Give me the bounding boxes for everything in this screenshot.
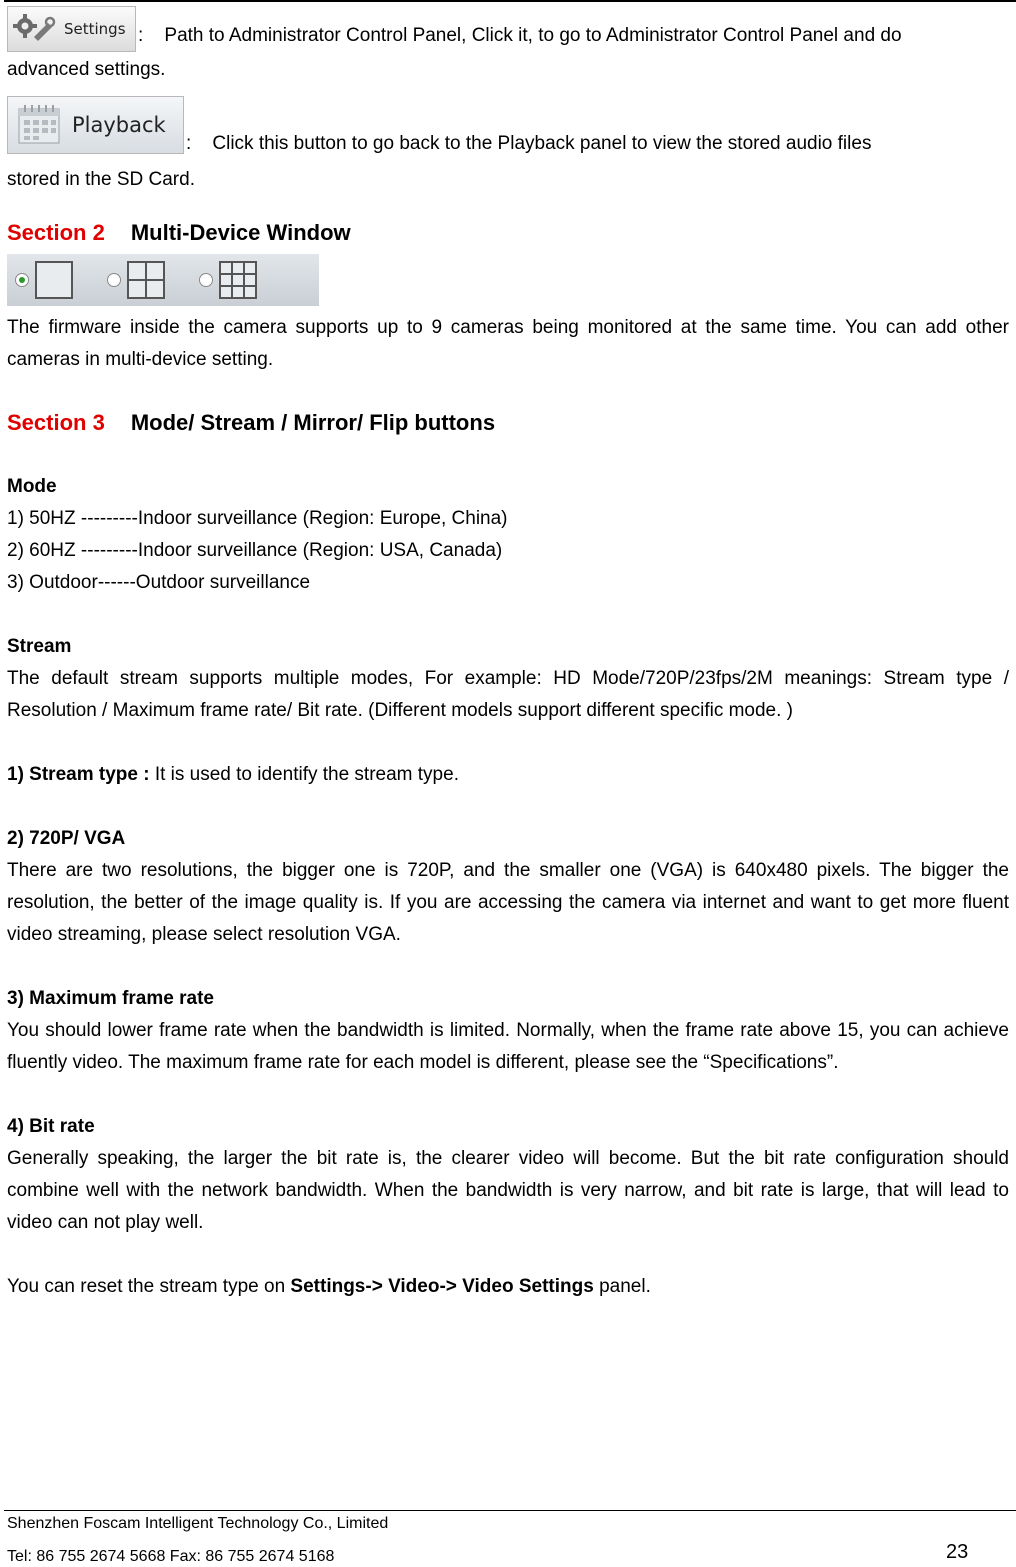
nine-view-icon bbox=[219, 261, 257, 299]
radio-selected-icon[interactable] bbox=[15, 273, 29, 287]
stream-type-paragraph bbox=[7, 759, 1009, 791]
radio-icon[interactable] bbox=[107, 273, 121, 287]
mode-item: 1) 50HZ ---------Indoor surveillance (Region: Europe, China) bbox=[7, 508, 508, 529]
playback-description: : Click this button to go back to the Playback panel to view the stored audio files bbox=[186, 133, 872, 154]
frame-rate-text: You should lower frame rate when the bandwidth is limited. Normally, when the frame rate above 15, you can achieve fluently video. The maximum frame rate for each model is different, please see the “Specifications”. bbox=[7, 1020, 1009, 1073]
playback-description-cont: stored in the SD Card. bbox=[7, 169, 195, 190]
resolution-heading: 2) 720P/ VGA bbox=[7, 828, 126, 849]
frame-rate-heading: 3) Maximum frame rate bbox=[7, 988, 214, 1009]
footer-contact: Tel: 86 755 2674 5668 Fax: 86 755 2674 5168 bbox=[7, 1548, 335, 1565]
section-3-heading bbox=[7, 408, 1009, 438]
reset-paragraph bbox=[7, 1271, 1009, 1303]
reset-text-post: panel. bbox=[593, 1276, 651, 1297]
stream-heading: Stream bbox=[7, 636, 72, 657]
bit-rate-text: Generally speaking, the larger the bit rate is, the clearer video will become. But the bit rate configuration should combine well with the network bandwidth. When the bandwidth is very narrow, and bit rate is large, that will lead to video can not play well. bbox=[7, 1148, 1009, 1233]
resolution-text: There are two resolutions, the bigger one is 720P, and the smaller one (VGA) is 640x480 pixels. The bigger the resolution, the better of the image quality is. If you are accessing the camera via internet and want to get more fluent video streaming, please select resolution VGA. bbox=[7, 860, 1009, 945]
bit-rate-heading: 4) Bit rate bbox=[7, 1116, 95, 1137]
reset-text-pre: You can reset the stream type on bbox=[7, 1276, 291, 1297]
section-2-body: The firmware inside the camera supports up to 9 cameras being monitored at the same time. You can add other cameras in multi-device setting. bbox=[7, 317, 1009, 370]
radio-icon[interactable] bbox=[199, 273, 213, 287]
settings-row bbox=[7, 6, 1009, 52]
section-3-title: Mode/ Stream / Mirror/ Flip buttons bbox=[130, 410, 496, 435]
page-number: 23 bbox=[946, 1541, 969, 1563]
settings-button-label: Settings bbox=[64, 20, 126, 38]
section-3-number: Section 3 bbox=[7, 410, 105, 435]
settings-description: : Path to Administrator Control Panel, Click it, to go to Administrator Control Panel and do bbox=[138, 25, 902, 46]
playback-row bbox=[7, 96, 1009, 154]
stream-type-label: 1) Stream type : bbox=[7, 764, 150, 785]
stream-intro: The default stream supports multiple modes, For example: HD Mode/720P/23fps/2M meanings: Stream type / Resolution / Maximum frame rate/ Bit rate. (Different models support different specific mode. ) bbox=[7, 668, 1009, 721]
mode-item: 2) 60HZ ---------Indoor surveillance (Region: USA, Canada) bbox=[7, 540, 503, 561]
playback-button-label: Playback bbox=[72, 113, 166, 137]
stream-type-text: It is used to identify the stream type. bbox=[149, 764, 459, 785]
settings-description-cont: advanced settings. bbox=[7, 59, 166, 80]
page-content bbox=[7, 6, 1009, 1303]
top-rule bbox=[4, 0, 1016, 2]
multi-device-layout-bar bbox=[7, 254, 319, 306]
quad-view-icon bbox=[127, 261, 165, 299]
footer-company: Shenzhen Foscam Intelligent Technology Co., Limited bbox=[7, 1515, 389, 1532]
footer-rule bbox=[4, 1510, 1016, 1511]
mode-item: 3) Outdoor------Outdoor surveillance bbox=[7, 572, 311, 593]
section-2-title: Multi-Device Window bbox=[130, 220, 351, 245]
single-view-icon bbox=[35, 261, 73, 299]
section-2-heading bbox=[7, 218, 1009, 248]
section-2-number: Section 2 bbox=[7, 220, 105, 245]
mode-heading: Mode bbox=[7, 476, 57, 497]
calendar-icon bbox=[16, 103, 64, 147]
settings-path: Settings-> Video-> Video Settings bbox=[290, 1276, 594, 1297]
playback-button[interactable] bbox=[7, 96, 184, 154]
settings-button[interactable] bbox=[7, 6, 136, 52]
gear-wrench-icon bbox=[12, 13, 56, 45]
